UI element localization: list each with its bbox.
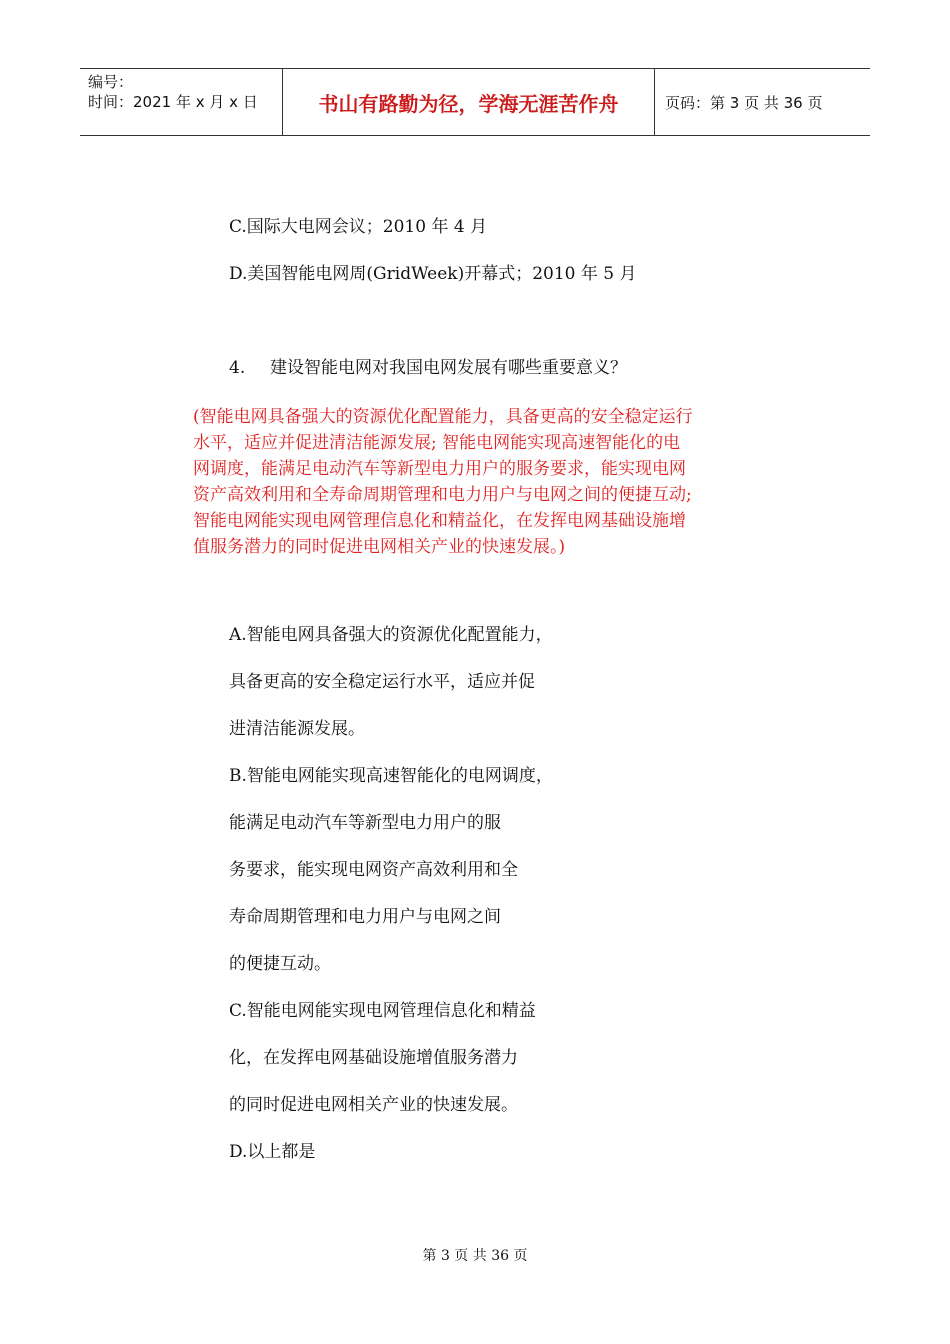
option-line: 务要求，能实现电网资产高效利用和全	[229, 860, 518, 880]
option-line: 具备更高的安全稳定运行水平，适应并促	[229, 672, 535, 692]
question-4-text: 建设智能电网对我国电网发展有哪些重要意义？	[270, 358, 627, 378]
question-4-answer	[193, 404, 761, 560]
question-3-option-c: C.国际大电网会议；2010 年 4 月	[229, 217, 488, 237]
answer-line: 水平，适应并促进清洁能源发展; 智能电网能实现高速智能化的电	[193, 433, 681, 453]
answer-line: (智能电网具备强大的资源优化配置能力，具备更高的安全稳定运行	[193, 407, 693, 427]
option-line: C.智能电网能实现电网管理信息化和精益	[229, 1001, 536, 1021]
answer-line: 资产高效利用和全寿命周期管理和电力用户与电网之间的便捷互动;	[193, 485, 692, 505]
option-line: 化，在发挥电网基础设施增值服务潜力	[229, 1048, 518, 1068]
question-3-option-d: D.美国智能电网周(GridWeek)开幕式；2010 年 5 月	[229, 264, 637, 284]
option-line: 的同时促进电网相关产业的快速发展。	[229, 1095, 518, 1115]
answer-line: 网调度，能满足电动汽车等新型电力用户的服务要求，能实现电网	[193, 459, 686, 479]
footer-page-number: 第 3 页 共 36 页	[422, 1248, 528, 1264]
option-line: 能满足电动汽车等新型电力用户的服	[229, 813, 501, 833]
option-line: 的便捷互动。	[229, 954, 331, 974]
option-line: D.以上都是	[229, 1142, 316, 1162]
header-motto: 书山有路勤为径，学海无涯苦作舟	[318, 91, 619, 116]
option-line: 寿命周期管理和电力用户与电网之间	[229, 907, 501, 927]
page-footer	[0, 1245, 950, 1265]
answer-line: 智能电网能实现电网管理信息化和精益化，在发挥电网基础设施增	[193, 511, 686, 531]
header-meta	[80, 69, 283, 135]
option-line: A.智能电网具备强大的资源优化配置能力，	[229, 625, 553, 645]
header-motto-cell	[283, 69, 655, 135]
header-page-cell	[655, 69, 870, 135]
option-line: B.智能电网能实现高速智能化的电网调度，	[229, 766, 553, 786]
option-line: 进清洁能源发展。	[229, 719, 365, 739]
answer-line: 值服务潜力的同时促进电网相关产业的快速发展。)	[193, 537, 566, 557]
document-number-label: 编号：	[88, 73, 134, 91]
question-4-number: 4.	[229, 358, 246, 378]
page-header	[80, 68, 870, 136]
header-page-label: 页码：第 3 页 共 36 页	[665, 93, 823, 112]
document-time-label: 时间：2021 年 x 月 x 日	[88, 93, 258, 111]
